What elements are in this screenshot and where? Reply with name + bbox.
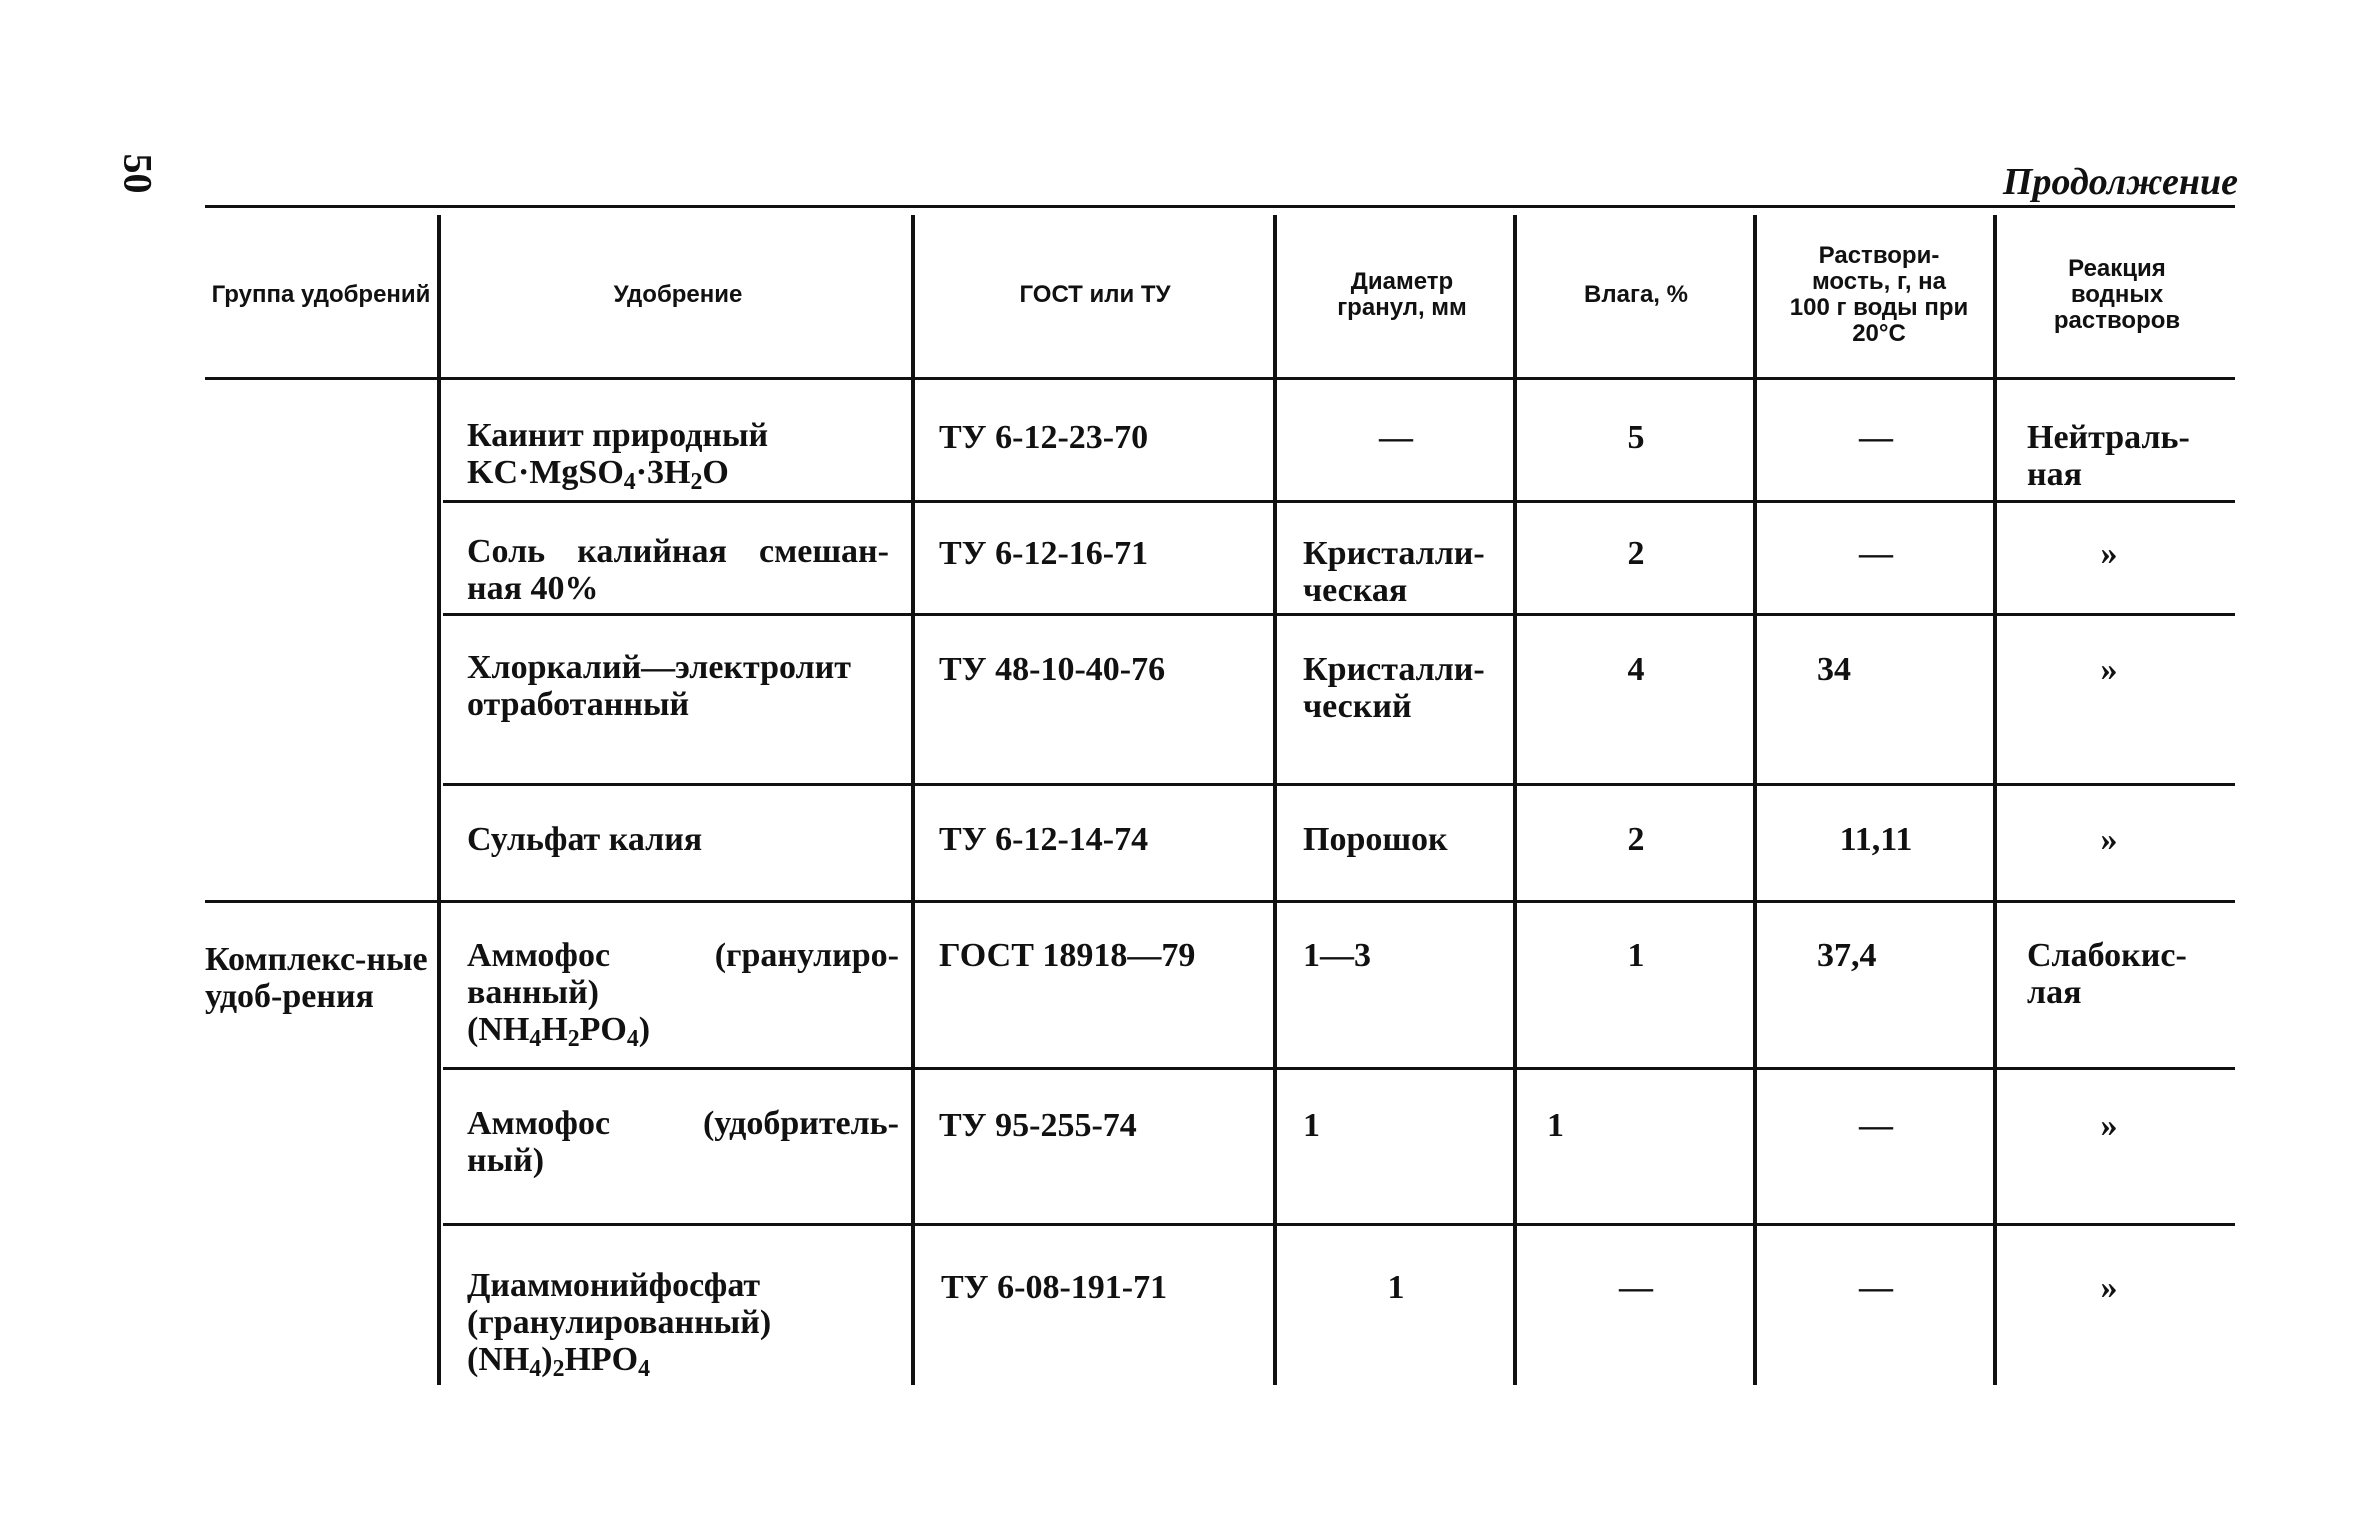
reaction-value: Слабокис-лая bbox=[2027, 937, 2187, 1011]
group-name: Комплекс-ные удоб-рения bbox=[205, 941, 428, 1015]
header-diameter: Диаметр гранул, мм bbox=[1337, 268, 1467, 321]
diameter-value: Кристалли-ческая bbox=[1303, 535, 1485, 609]
reaction-value: » bbox=[2100, 535, 2118, 572]
continuation-label: Продолжение bbox=[2002, 161, 2238, 203]
fertilizer-table bbox=[205, 205, 2235, 1385]
row-rule bbox=[443, 1067, 2235, 1070]
header-reaction: Реакция водных растворов bbox=[2053, 255, 2181, 334]
column-rule bbox=[1753, 215, 1757, 1385]
column-rule bbox=[1513, 215, 1517, 1385]
solubility-value: — bbox=[1859, 1107, 1893, 1144]
column-rule bbox=[911, 215, 915, 1385]
row-rule bbox=[443, 783, 2235, 786]
group-rule bbox=[205, 900, 2235, 903]
header-gost: ГОСТ или ТУ bbox=[1019, 281, 1171, 308]
gost-code: ТУ 6-08-191-71 bbox=[941, 1269, 1168, 1306]
solubility-value: 11,11 bbox=[1839, 821, 1913, 858]
column-rule bbox=[437, 215, 441, 1385]
solubility-value: — bbox=[1859, 419, 1893, 456]
page-number: 50 bbox=[115, 153, 161, 194]
header-fertilizer: Удобрение bbox=[613, 281, 743, 308]
solubility-value: 37,4 bbox=[1817, 937, 1877, 974]
row-rule bbox=[443, 613, 2235, 616]
column-rule bbox=[1993, 215, 1997, 1385]
fertilizer-name: Сульфат калия bbox=[467, 821, 703, 858]
fertilizer-name: Каинит природный $KC\cdot MgSO_4\cdot 3H_2O$ bbox=[467, 417, 769, 495]
diameter-value: 1 bbox=[1303, 1107, 1320, 1144]
moisture-value: 5 bbox=[1627, 419, 1645, 456]
row-rule bbox=[443, 1223, 2235, 1226]
gost-code: ТУ 6-12-16-71 bbox=[939, 535, 1149, 572]
gost-code: ГОСТ 18918—79 bbox=[939, 937, 1196, 974]
reaction-value: » bbox=[2100, 1107, 2118, 1144]
reaction-value: » bbox=[2100, 1269, 2118, 1306]
diameter-value: 1 bbox=[1387, 1269, 1405, 1306]
reaction-value: » bbox=[2100, 821, 2118, 858]
fertilizer-name: Аммофос (удобритель- ный) bbox=[467, 1105, 899, 1179]
moisture-value: 4 bbox=[1627, 651, 1645, 688]
column-rule bbox=[1273, 215, 1277, 1385]
gost-code: ТУ 6-12-23-70 bbox=[939, 419, 1149, 456]
solubility-value: — bbox=[1859, 1269, 1893, 1306]
fertilizer-name: Хлоркалий—электролит отработанный bbox=[467, 649, 851, 723]
moisture-value: 2 bbox=[1627, 821, 1645, 858]
solubility-value: — bbox=[1859, 535, 1893, 572]
fertilizer-name: Соль калийная смешан- ная 40% bbox=[467, 533, 889, 607]
table-top-rule bbox=[205, 205, 2235, 208]
diameter-value: — bbox=[1379, 419, 1413, 456]
fertilizer-name: Аммофос (гранулиро- ванный) $(NH_4H_2PO_4)$ bbox=[467, 937, 899, 1052]
header-bottom-rule bbox=[205, 377, 2235, 380]
header-solubility: Раствори-мость, г, на 100 г воды при 20°С bbox=[1789, 242, 1969, 347]
solubility-value: 34 bbox=[1817, 651, 1851, 688]
header-moisture: Влага, % bbox=[1584, 281, 1688, 308]
diameter-value: 1—3 bbox=[1303, 937, 1371, 974]
gost-code: ТУ 6-12-14-74 bbox=[939, 821, 1149, 858]
diameter-value: Кристалли-ческий bbox=[1303, 651, 1485, 725]
moisture-value: — bbox=[1619, 1269, 1653, 1306]
moisture-value: 1 bbox=[1627, 937, 1645, 974]
header-group: Группа удобрений bbox=[211, 281, 431, 308]
gost-code: ТУ 48-10-40-76 bbox=[939, 651, 1166, 688]
moisture-value: 1 bbox=[1547, 1107, 1564, 1144]
reaction-value: » bbox=[2100, 651, 2118, 688]
gost-code: ТУ 95-255-74 bbox=[939, 1107, 1137, 1144]
diameter-value: Порошок bbox=[1303, 821, 1448, 858]
fertilizer-name: Диаммонийфосфат (гранулированный) $(NH_4)_2HPO_4$ bbox=[467, 1267, 772, 1382]
reaction-value: Нейтраль-ная bbox=[2027, 419, 2190, 493]
moisture-value: 2 bbox=[1627, 535, 1645, 572]
